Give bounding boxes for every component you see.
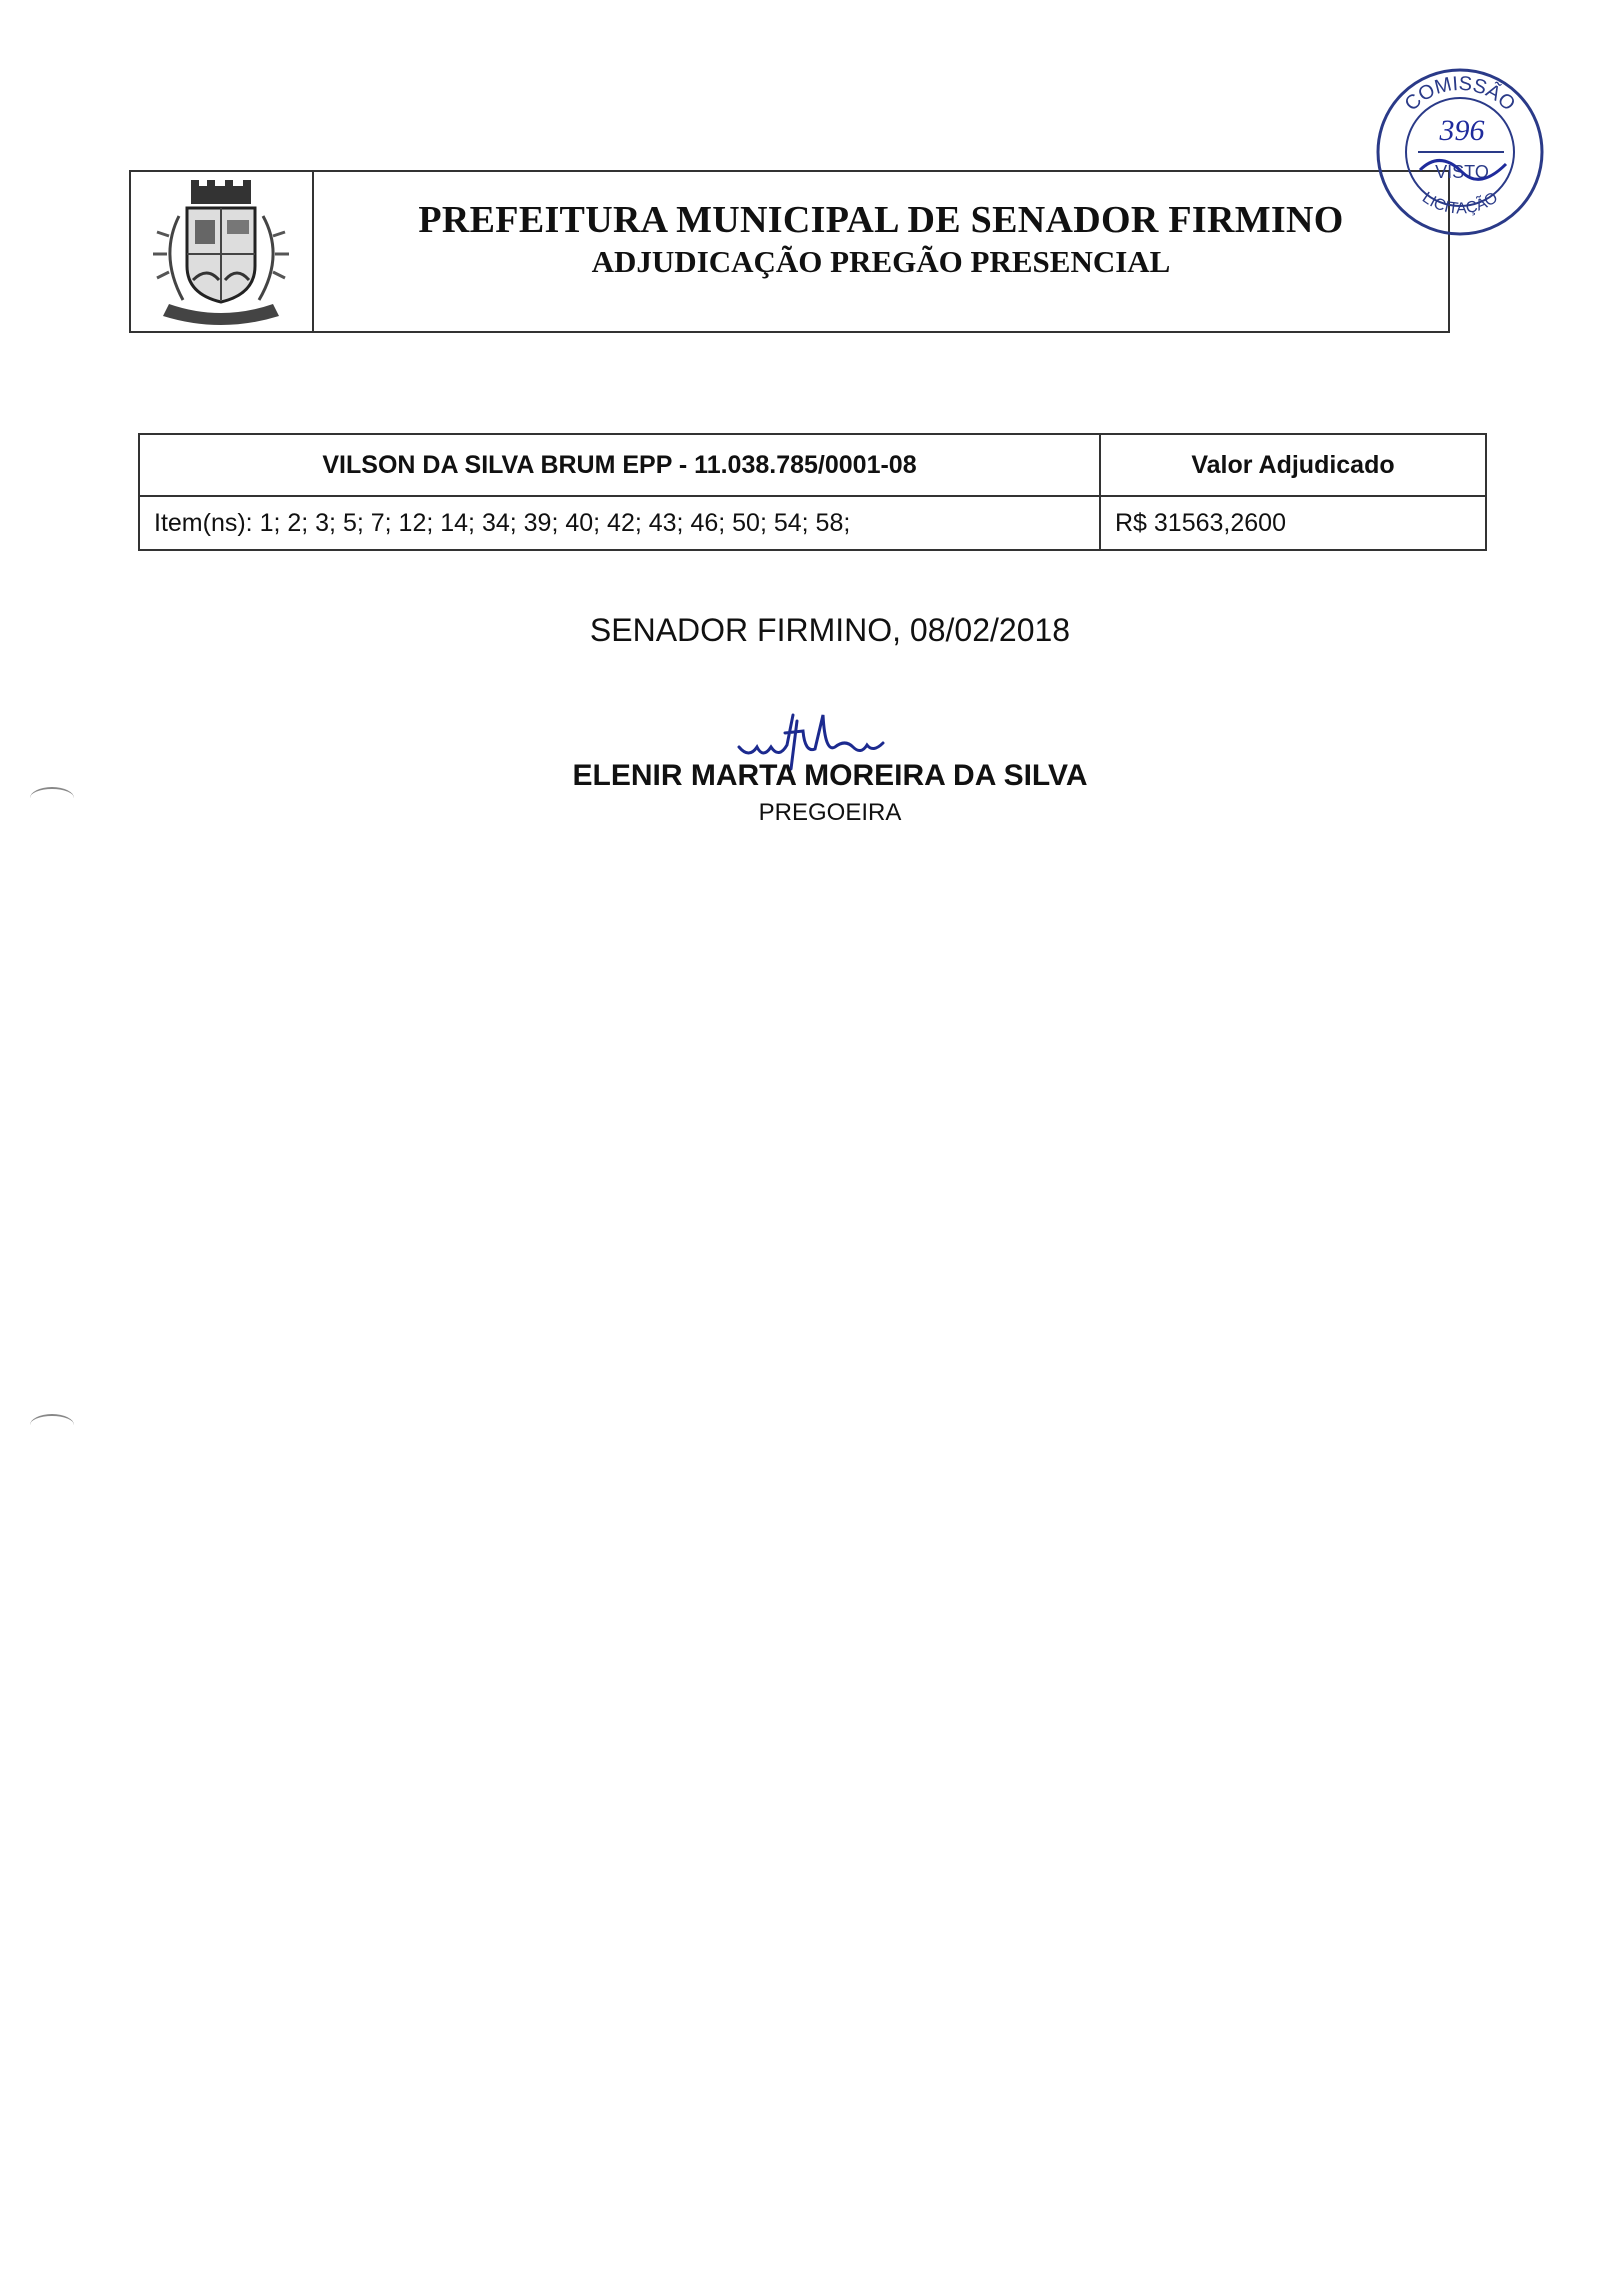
- award-table: [138, 433, 1487, 551]
- stamp-number: 396: [1439, 114, 1485, 147]
- items-cell: Item(ns): 1; 2; 3; 5; 7; 12; 14; 34; 39; 40; 42; 43; 46; 50; 54; 58;: [139, 496, 1100, 550]
- value-cell: R$ 31563,2600: [1100, 496, 1486, 550]
- signer-role: PREGOEIRA: [758, 799, 902, 826]
- table-row: [139, 496, 1486, 550]
- punch-hole-mark: [30, 1414, 74, 1436]
- page-subtitle: ADJUDICAÇÃO PREGÃO PRESENCIAL: [591, 244, 1171, 279]
- place-date: SENADOR FIRMINO, 08/02/2018: [589, 612, 1071, 648]
- value-header: Valor Adjudicado: [1100, 434, 1486, 496]
- signer-name: ELENIR MARTA MOREIRA DA SILVA: [572, 759, 1088, 792]
- vendor-header: VILSON DA SILVA BRUM EPP - 11.038.785/0001-08: [139, 434, 1100, 496]
- municipal-crest: [131, 172, 314, 331]
- commission-stamp: [1370, 60, 1550, 240]
- municipal-crest-icon: [139, 176, 304, 326]
- document-header: [129, 170, 1450, 333]
- punch-hole-mark: [30, 787, 74, 809]
- page-title: PREFEITURA MUNICIPAL DE SENADOR FIRMINO: [418, 199, 1344, 241]
- stamp-top-text: COMISSÃO: [1400, 72, 1520, 116]
- table-header-row: [139, 434, 1486, 496]
- stamp-bottom-text: LICITAÇÃO: [1419, 189, 1501, 218]
- stamp-middle-text: VISTO: [1435, 162, 1489, 182]
